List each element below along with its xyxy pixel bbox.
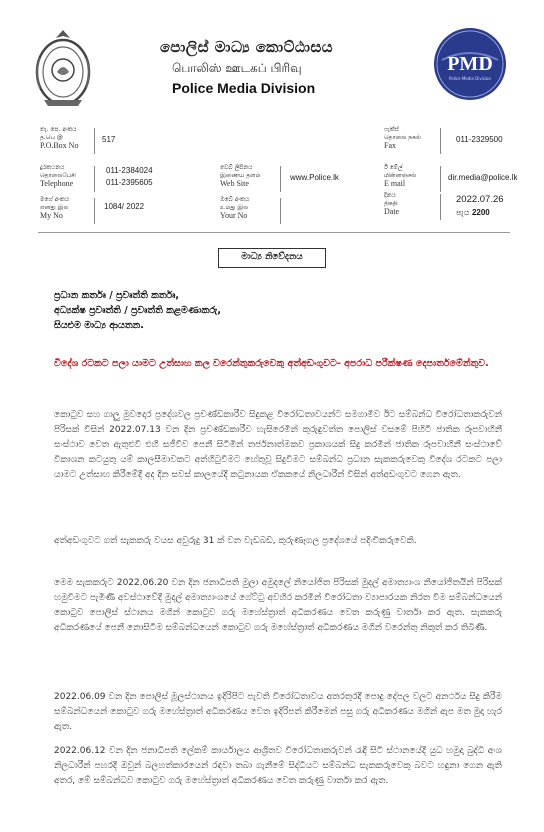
email-value: dir.media@police.lk [448, 173, 518, 182]
fax-value: 011-2329500 [456, 135, 503, 144]
divider [94, 128, 95, 154]
document-title: මාධ්‍ය නිවේදනය [218, 248, 326, 268]
pmd-logo-text: PMD [447, 53, 493, 75]
pobox-value: 517 [102, 135, 116, 144]
body-paragraph: 2022.06.12 වන දින ජනාධිපති ලේකම් කාර්යාලය ආශ්‍රිතව විරෝධතාකරුවන් රැඳී සිටි ස්ථානයේදී යුධ හමුදා බුද්ධි අංශ නිලධාරීන් පහරදී ඔවුන් බලහත්කාරයෙන් රඳවා තබා ගැනීමේ සිද්ධියට සම්බන්ධ සැකකරුවෙකු බවට හඳුනා ගෙන ඇති අතර, මේ සම්බන්ධව කොටුව ගරු මහේස්ත්‍රාත් අධිකරණය වෙත කරුණු වාර්තා කර ඇත. [54, 746, 502, 786]
your-no-label: ඔබේ අංකය உமது இல Your No [220, 196, 250, 220]
divider [280, 166, 281, 192]
telephone-value-1: 011-2384024 [106, 166, 153, 175]
website-label: වෙබ් ලිපිනය இணைய தளம் Web Site [220, 164, 261, 188]
addressee-line: ප්‍රධාන කර්තෘ / ප්‍රවෘත්ති කර්තෘ, [54, 290, 180, 301]
body-paragraph: අත්අඩංගුවට ගත් සැකකරු වයස අවුරුදු 31 ක් වන වැඩබඩ, කුරුණෑගල ප්‍රදේශයේ පදිංචිකරුවෙකි. [54, 536, 417, 546]
body-paragraph: මෙම සැකකරුට 2022.06.20 වන දින ජනාධිපති මුලා අමුදලේ නියෝජිත පිරිසක් මුදල් අමාත්‍යාංශ නියෝජිතයින් පිරිසක් හමුවීමට පැමිණි අවස්ථාවේදී මුදල් අමාත්‍යාංශයේ ගේට්ටු අවහිර කරමින් විරෝධතා ව්‍යාපාරයක නිරත වීම සම්බන්ධයෙන් කොටුව පොලිස් ස්ථානය මගින් කොටුව ගරු මහේස්ත්‍රාත් අධිකරණය වෙත කරුණු වාර්තා කර ඇත. සැකකරු අධිකරණයේ පෙනී නොසිටීම සම්බන්ධයෙන් කොටුව ගරු මහේස්ත්‍රාත් අධිකරණය මගින් වරෙන්තු නිකුත් කර තිබිණි. [54, 578, 502, 633]
header-divider [38, 232, 510, 233]
police-emblem-logo [30, 28, 96, 110]
time-value: 2200 [471, 208, 490, 217]
divider [94, 198, 95, 224]
subject-line: විදේශ රටකට පලා යාමට උත්සාහ කල වරෙන්තුකරුවෙකු අත්අඩංගුවට- අපරාධ පරීක්ෂණ දෙපාර්තමේන්තුව. [54, 358, 489, 369]
pmd-logo [432, 26, 508, 102]
website-value: www.Police.lk [290, 173, 339, 182]
body-paragraph: 2022.06.09 වන දින පොලිස් මූලස්ථානය ඉදිරිපිට පැවති විරෝධතාවය අතරතුරදී පොදු දේපල වලට අනර්ථය සිදු කිරීම සම්බන්ධයෙන් කොටුව ගරු මහේස්ත්‍රාත් අධිකරණය වෙත ඉදිරිපත් කිරීමෙන් පසු ගරු අධිකරණය මගින් ඇප මත මුදා හැර ඇත. [54, 692, 502, 732]
time-label: පැය [456, 208, 470, 217]
telephone-label: දුරකථනය தொலைபேசி Telephone [40, 164, 76, 188]
divider [440, 128, 441, 154]
telephone-value-2: 011-2395605 [106, 178, 153, 187]
divider [280, 198, 281, 224]
divider [440, 166, 441, 192]
pmd-logo-subtext: Police Media Division [448, 76, 492, 81]
header-sinhala-title: පොලිස් මාධ්‍ය කොට්ඨාසය [160, 38, 334, 56]
date-label: දිනය திகதி Date [384, 192, 400, 216]
date-value: 2022.07.26 [456, 194, 504, 205]
my-no-label: මගේ අංකය எனது இல My No [40, 196, 70, 220]
header-tamil-title: பொலிஸ் ஊடகப் பிரிவு [172, 61, 302, 75]
divider [440, 194, 441, 220]
fax-label: ෆැක්ස් தொலை நகல் Fax [384, 126, 421, 150]
divider [94, 166, 95, 192]
time-row [456, 208, 490, 218]
header-english-title: Police Media Division [172, 80, 316, 96]
addressee-line: අධ්‍යක්ෂ ප්‍රවෘත්ති / ප්‍රවෘත්ති කළමණාකරු, [54, 305, 221, 316]
pobox-label: තැ. පෙ. අංකය த.பெ @ P.O.Box No [40, 126, 79, 150]
my-no-value: 1084/ 2022 [104, 202, 145, 211]
body-paragraph: කොටුව සහ ගාලු මුවදොර ප්‍රදේශවල ප්‍රචණ්ඩකාරීව සිදුකළ විරෝධතාවයන්ට සමගාමීව ඊට සම්බන්ධ විරෝධතාකරුවන් පිරිසක් විසින් 2022.07.13 වන දින ප්‍රචණ්ඩකාරීව හැසිරෙමින් කුරුඳුවත්ත පොලිස් වසමේ පිහිටි ජාතික රූපවාහිනී සංස්ථාව වෙත ඇතුළුවී එහි සජීවීව පෙනී සිටිමින් තර්ජනාත්මකව ප්‍රකාශයක් සිදු කරමින් ජාතික රූපවාහිනී සංස්ථාවේ විකාශන කටයුතු යම් කාලසීමාවකට අත්හිටුවීමට හේතුවූ සිදුවීමට සම්බන්ධ ප්‍රධාන සැකකරුවෙකු විදේශ රටකට පලා යාමට උත්සාහ කිරීමේදී අද දින සවස් කාලයේදී කටුනායක ඒකකයේ නිලධාරීන් විසින් අත්අඩංගුවට ගෙන ඇත. [54, 410, 502, 480]
email-label: ඊ මේල් மின்னஞ்சல் E mail [384, 164, 417, 188]
addressee-line: සියළුම මාධ්‍ය ආයතන. [54, 320, 144, 331]
